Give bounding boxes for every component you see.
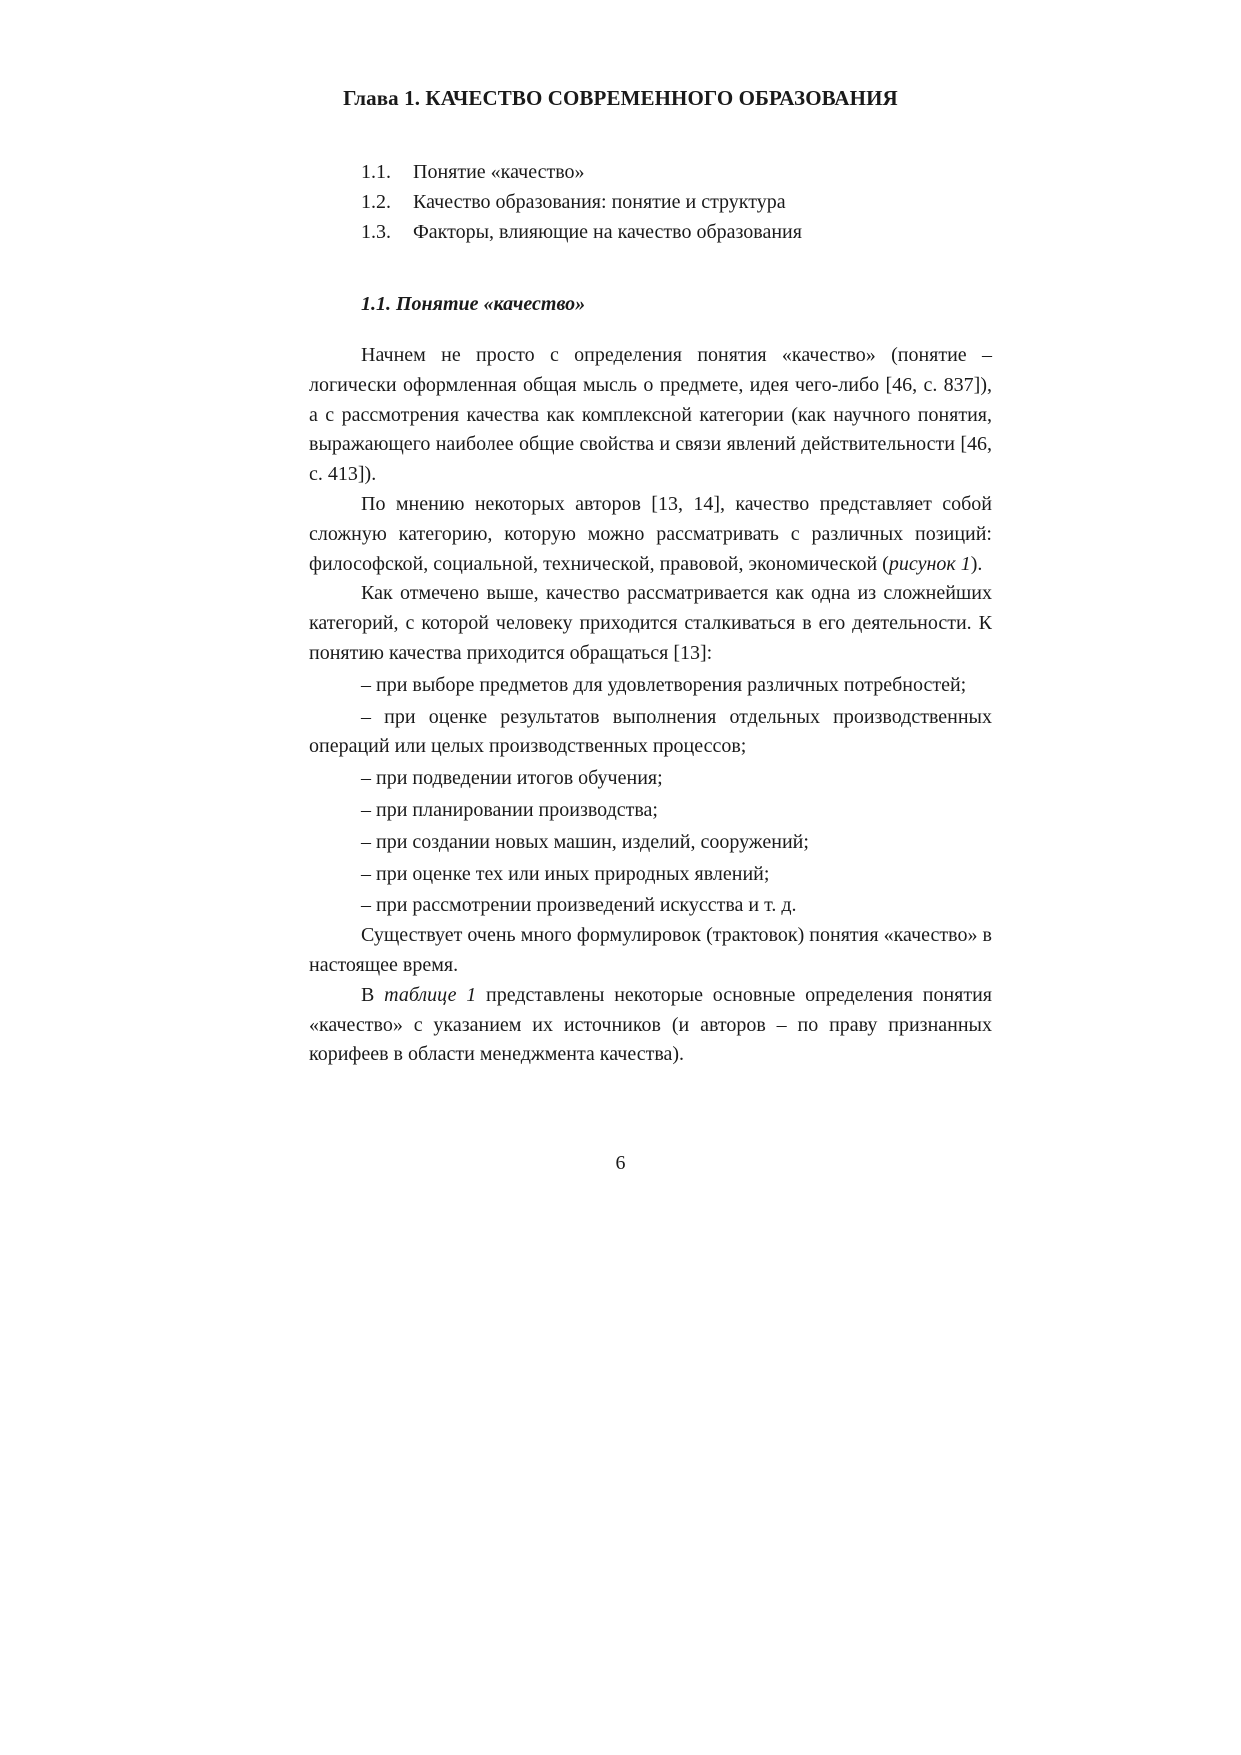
toc-item (361, 187, 802, 217)
toc-item (361, 157, 802, 187)
paragraph: Начнем не просто с определения понятия «качество» (понятие – логически оформленная общая мысль о предмете, идея чего-либо [46, с. 837]), а с рассмотрения качества как комплексной категории (как научного понятия, выражающего наиболее общие свойства и связи явлений действительности [46, с. 413]). (309, 344, 992, 486)
list-item: – при подведении итогов обучения; (361, 767, 663, 790)
figure-reference: рисунок 1 (888, 552, 971, 575)
chapter-title: Глава 1. КАЧЕСТВО СОВРЕМЕННОГО ОБРАЗОВАНИЯ (343, 86, 898, 110)
paragraph (309, 490, 992, 579)
body-text (309, 341, 992, 1070)
paragraph-text: ). (970, 552, 983, 575)
list-item: – при создании новых машин, изделий, сооружений; (361, 830, 809, 853)
paragraph: Существует очень много формулировок (трактовок) понятия «качество» в настоящее время. (309, 924, 992, 976)
table-reference: таблице 1 (384, 983, 477, 1006)
list-item: – при рассмотрении произведений искусства и т. д. (361, 894, 797, 917)
list-item: – при выборе предметов для удовлетворения различных потребностей; (361, 673, 967, 696)
list-item: – при оценке результатов выполнения отдельных производственных операций или целых производственных процессов; (309, 705, 992, 758)
page-number: 6 (615, 1152, 626, 1174)
toc-item-number: 1.1. (361, 161, 391, 183)
paragraph-text: По мнению некоторых авторов [13, 14], качество представляет собой сложную категорию, которую можно рассматривать с различных позиций: философской, социальной, технической, правовой, экономической ( (309, 492, 992, 575)
toc-item-label: Факторы, влияющие на качество образования (413, 221, 802, 243)
paragraph-text: представлены некоторые основные определения понятия «качество» с указанием их источников (и авторов – по праву признанных корифеев в области менеджмента качества). (309, 983, 992, 1066)
list-item: – при оценке тех или иных природных явлений; (361, 862, 770, 885)
toc-item-number: 1.2. (361, 191, 391, 213)
paragraph-text: В (361, 983, 385, 1006)
section-title: 1.1. Понятие «качество» (361, 293, 586, 315)
toc-item (361, 217, 802, 247)
table-of-contents (361, 157, 802, 247)
toc-item-number: 1.3. (361, 221, 391, 243)
paragraph (309, 981, 992, 1070)
paragraph: Как отмечено выше, качество рассматривается как одна из сложнейших категорий, с которой человеку приходится сталкиваться в его деятельности. К понятию качества приходится обращаться [13]: (309, 582, 992, 664)
list-item: – при планировании производства; (361, 798, 658, 821)
toc-item-label: Качество образования: понятие и структура (413, 191, 786, 213)
toc-item-label: Понятие «качество» (413, 161, 585, 183)
